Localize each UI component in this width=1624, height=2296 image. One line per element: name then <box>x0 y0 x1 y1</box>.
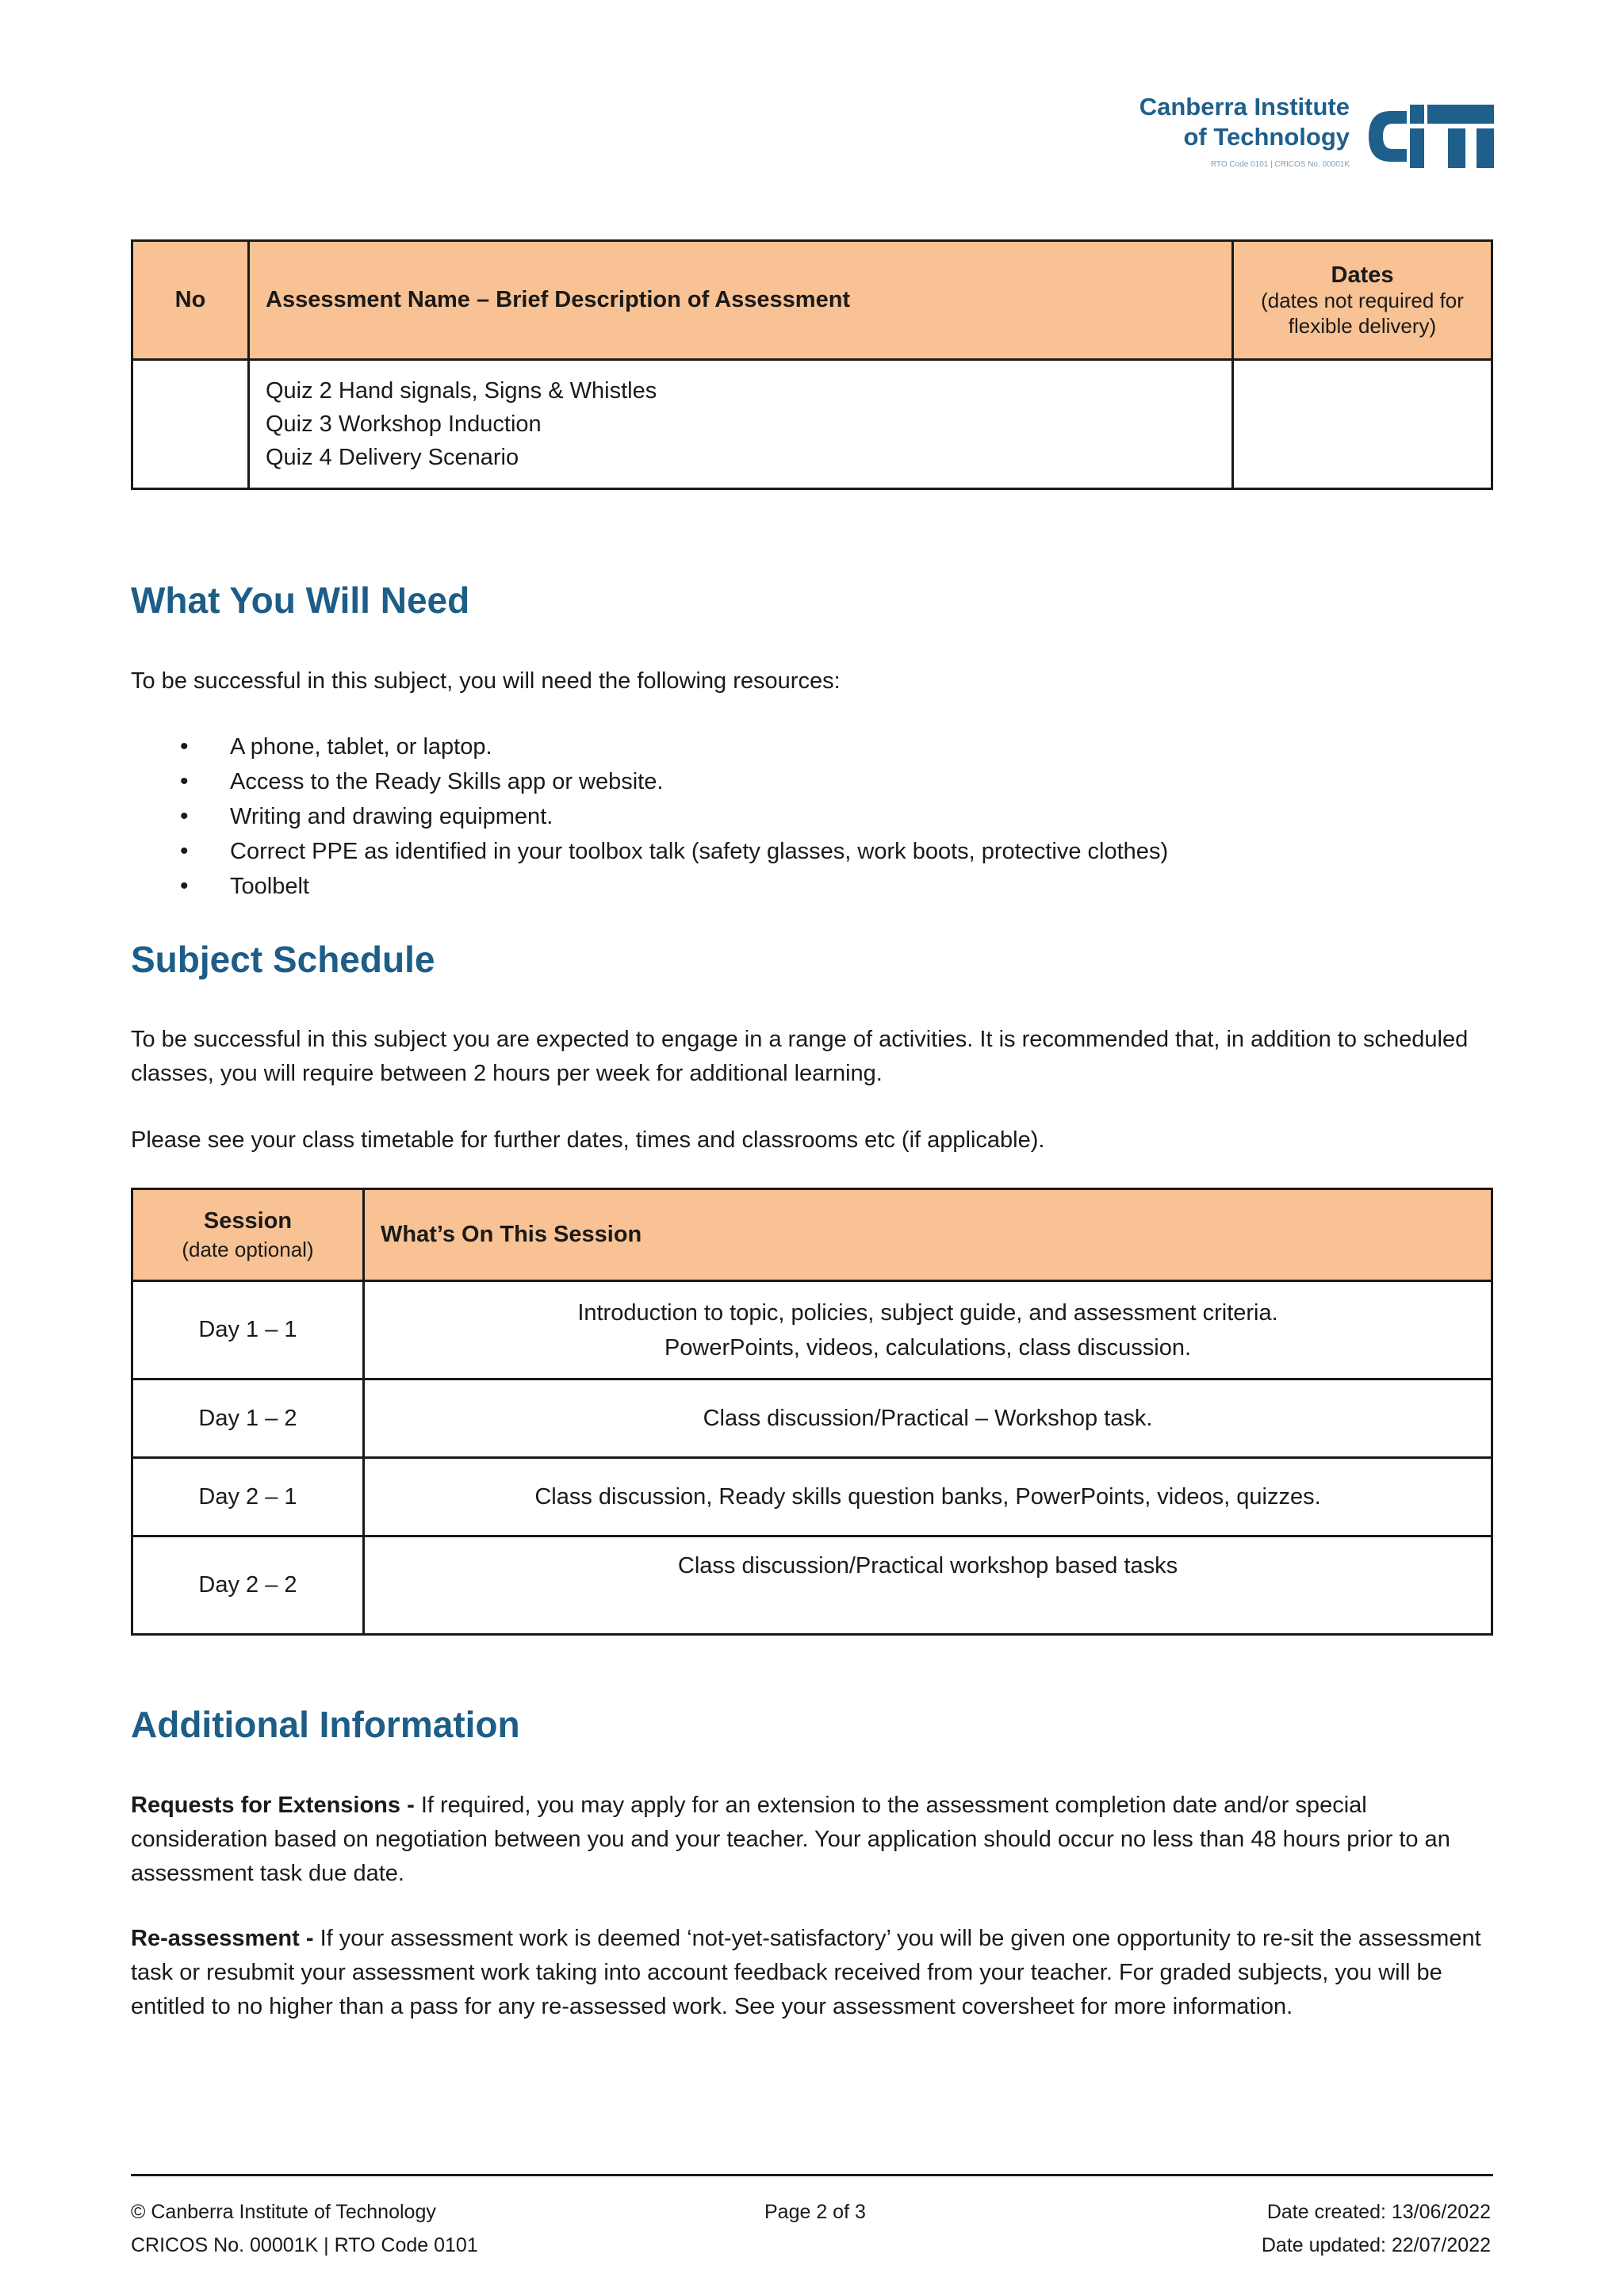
list-item: • Access to the Ready Skills app or website. <box>131 764 1168 799</box>
footer-page-number: Page 2 of 3 <box>764 2201 866 2223</box>
footer-copyright: © Canberra Institute of Technology <box>131 2201 436 2223</box>
schedule-para-2: Please see your class timetable for further dates, times and classrooms etc (if applicable). <box>131 1127 1045 1153</box>
heading-additional-info: Additional Information <box>131 1704 520 1745</box>
cit-logo <box>1109 87 1494 186</box>
table-row <box>132 1458 1492 1536</box>
col-dates-sub: (dates not required for flexible delivery) <box>1261 288 1464 338</box>
list-item: Quiz 2 Hand signals, Signs & Whistles <box>266 378 657 404</box>
heading-what-you-need: What You Will Need <box>131 580 470 621</box>
table-row <box>132 1281 1492 1380</box>
col-whats-on: What’s On This Session <box>364 1189 1492 1281</box>
extensions-label: Requests for Extensions - <box>131 1793 415 1818</box>
session-content: Introduction to topic, policies, subject guide, and assessment criteria. PowerPoints, videos, calculations, class discussion. <box>364 1281 1492 1380</box>
schedule-para-1: To be successful in this subject you are expected to engage in a range of activities. It is recommended that, in addition to scheduled classes, you will require between 2 hours per week for additional learning. <box>131 1027 1469 1086</box>
logo-line-2: of Technology <box>1183 123 1350 151</box>
cit-mark-icon <box>1359 97 1494 176</box>
row-no <box>132 360 249 489</box>
extensions-text: If required, you may apply for an extension to the assessment completion date and/or special consideration based on negotiation between you and your teacher. Your application should occur no less than 48 hours prior to an assessment task due date. <box>131 1793 1450 1886</box>
list-item: • Correct PPE as identified in your toolbox talk (safety glasses, work boots, protective clothes) <box>131 834 1168 869</box>
table-row <box>132 1380 1492 1458</box>
session-content: Class discussion, Ready skills question banks, PowerPoints, videos, quizzes. <box>364 1458 1492 1536</box>
assessment-table-header <box>132 241 1492 360</box>
footer-rule <box>131 2174 1493 2176</box>
col-no: No <box>132 241 249 360</box>
session-cell: Day 1 – 2 <box>132 1380 364 1458</box>
reassessment-paragraph <box>131 1922 1499 2024</box>
session-cell: Day 2 – 1 <box>132 1458 364 1536</box>
col-dates-title: Dates <box>1331 262 1394 288</box>
footer-date-updated: Date updated: 22/07/2022 <box>1261 2234 1491 2256</box>
logo-wordmark <box>1139 92 1350 152</box>
schedule-table <box>131 1188 1493 1636</box>
logo-line-1: Canberra Institute <box>1139 93 1350 121</box>
needs-list <box>131 729 1168 904</box>
row-assessments <box>249 360 1233 489</box>
logo-codes: RTO Code 0101 | CRICOS No. 00001K <box>1210 160 1350 169</box>
col-dates <box>1233 241 1492 360</box>
col-session-title: Session <box>203 1207 293 1234</box>
schedule-table-header <box>132 1189 1492 1281</box>
extensions-paragraph <box>131 1789 1499 1891</box>
row-dates <box>1233 360 1492 489</box>
footer-date-created: Date created: 13/06/2022 <box>1266 2201 1491 2223</box>
heading-subject-schedule: Subject Schedule <box>131 939 435 980</box>
session-cell: Day 1 – 1 <box>132 1281 364 1380</box>
footer-cricos: CRICOS No. 00001K | RTO Code 0101 <box>131 2234 478 2256</box>
table-row <box>132 360 1492 489</box>
session-content: Class discussion/Practical workshop based tasks <box>364 1536 1492 1635</box>
list-item: • Writing and drawing equipment. <box>131 799 1168 834</box>
list-item: • Toolbelt <box>131 869 1168 904</box>
needs-intro: To be successful in this subject, you will need the following resources: <box>131 668 841 694</box>
table-row <box>132 1536 1492 1635</box>
reassessment-label: Re-assessment - <box>131 1926 314 1951</box>
list-item: Quiz 4 Delivery Scenario <box>266 445 519 470</box>
list-item: Quiz 3 Workshop Induction <box>266 411 542 437</box>
col-session <box>132 1189 364 1281</box>
session-cell: Day 2 – 2 <box>132 1536 364 1635</box>
list-item: • A phone, tablet, or laptop. <box>131 729 1168 764</box>
session-content: Class discussion/Practical – Workshop task. <box>364 1380 1492 1458</box>
col-assessment-name: Assessment Name – Brief Description of Assessment <box>249 241 1233 360</box>
assessment-table <box>131 239 1493 490</box>
col-session-sub: (date optional) <box>182 1237 314 1261</box>
reassessment-text: If your assessment work is deemed ‘not-yet-satisfactory’ you will be given one opportunity to re-sit the assessment task or resubmit your assessment work taking into account feedback received from your teacher. For graded subjects, you will be entitled to no higher than a pass for any re-assessed work. See your assessment coversheet for more information. <box>131 1926 1481 2019</box>
